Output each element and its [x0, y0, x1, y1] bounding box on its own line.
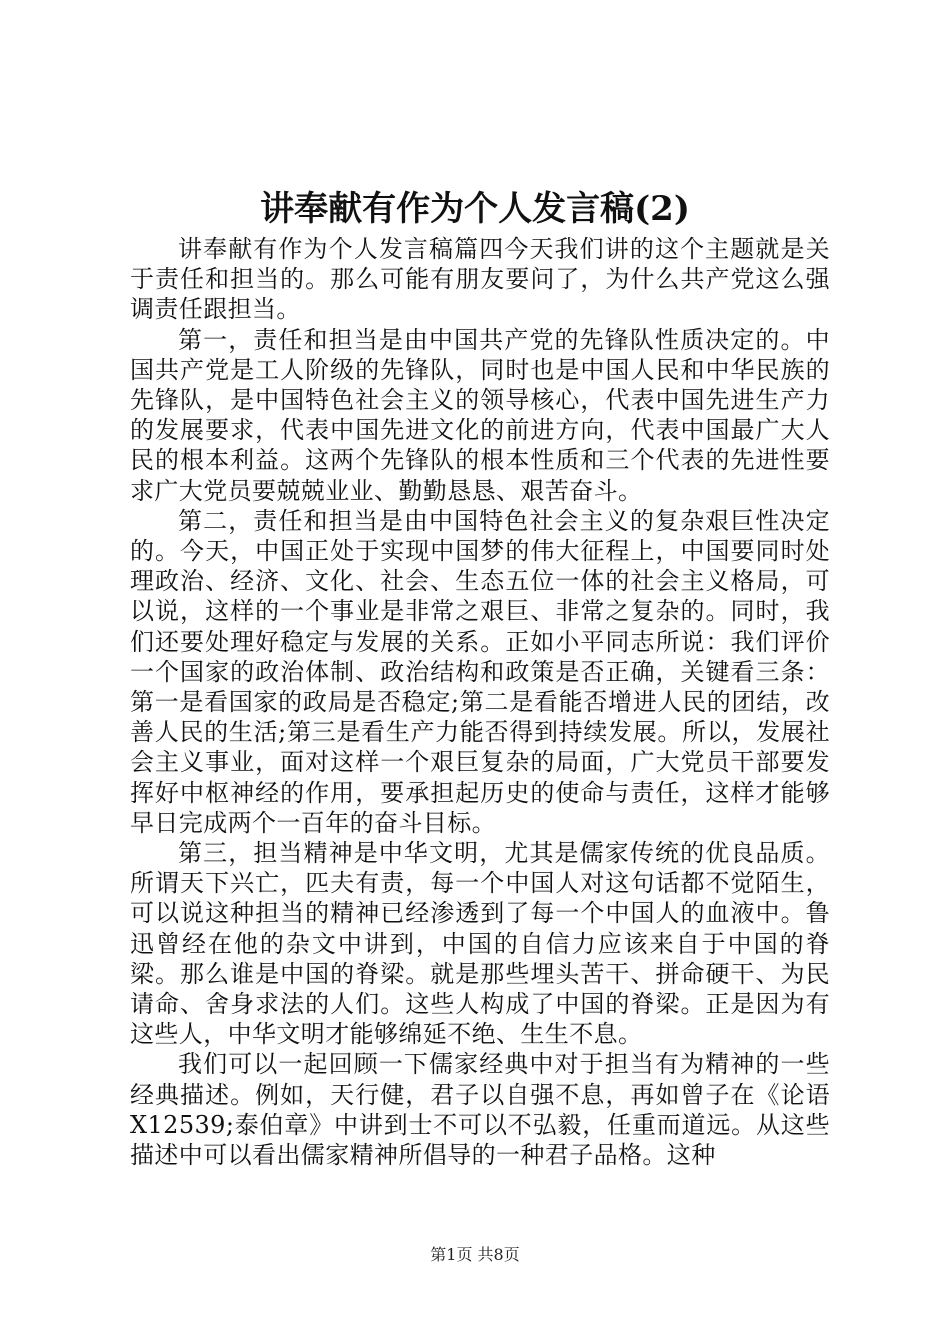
paragraph-intro: 讲奉献有作为个人发言稿篇四今天我们讲的这个主题就是关于责任和担当的。那么可能有朋友要问了，为什么共产党这么强调责任跟担当。: [130, 235, 830, 324]
document-body: [130, 234, 830, 1170]
document-title: 讲奉献有作为个人发言稿(2): [260, 189, 690, 229]
paragraph-first-point: 第一，责任和担当是由中国共产党的先锋队性质决定的。中国共产党是工人阶级的先锋队，同时也是中国人民和中华民族的先锋队，是中国特色社会主义的领导核心，代表中国先进生产力的发展要求，代表中国先进文化的前进方向，代表中国最广大人民的根本利益。这两个先锋队的根本性质和三个代表的先进性要求广大党员要兢兢业业、勤勤恳恳、艰苦奋斗。: [130, 325, 830, 505]
paragraph-third-point: 第三，担当精神是中华文明，尤其是儒家传统的优良品质。所谓天下兴亡，匹夫有责，每一个中国人对这句话都不觉陌生，可以说这种担当的精神已经渗透到了每一个中国人的血液中。鲁迅曾经在他的杂文中讲到，中国的自信力应该来自于中国的脊梁。那么谁是中国的脊梁。就是那些埋头苦干、拼命硬干、为民请命、舍身求法的人们。这些人构成了中国的脊梁。正是因为有这些人，中华文明才能够绵延不绝、生生不息。: [130, 839, 830, 1049]
page-footer: 第1页 共8页: [430, 1245, 520, 1264]
paragraph-confucian-review: 我们可以一起回顾一下儒家经典中对于担当有为精神的一些经典描述。例如，天行健，君子以自强不息，再如曾子在《论语X12539;泰伯章》中讲到士不可以不弘毅，任重而道远。从这些描述中可以看出儒家精神所倡导的一种君子品格。这种: [130, 1050, 830, 1170]
paragraph-second-point: 第二，责任和担当是由中国特色社会主义的复杂艰巨性决定的。今天，中国正处于实现中国梦的伟大征程上，中国要同时处理政治、经济、文化、社会、生态五位一体的社会主义格局，可以说，这样的一个事业是非常之艰巨、非常之复杂的。同时，我们还要处理好稳定与发展的关系。正如小平同志所说：我们评价一个国家的政治体制、政治结构和政策是否正确，关键看三条：第一是看国家的政局是否稳定;第二是看能否增进人民的团结，改善人民的生活;第三是看生产力能否得到持续发展。所以，发展社会主义事业，面对这样一个艰巨复杂的局面，广大党员干部要发挥好中枢神经的作用，要承担起历史的使命与责任，这样才能够早日完成两个一百年的奋斗目标。: [130, 506, 830, 837]
